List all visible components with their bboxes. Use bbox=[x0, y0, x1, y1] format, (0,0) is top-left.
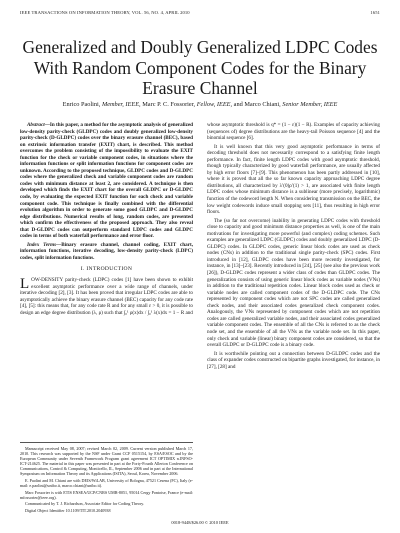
paper-title: Generalized and Doubly Generalized LDPC Codes With Random Component Codes for the Binary Erasure Channel bbox=[22, 37, 378, 98]
author-affiliation: Senior Member, IEEE bbox=[282, 101, 338, 108]
abstract bbox=[20, 122, 193, 240]
footnote: Digital Object Identifier 10.1109/TIT.2010.2040938 bbox=[25, 508, 111, 514]
body-paragraph: It is worthwhile pointing out a connection between D-GLDPC codes and the class of expander codes constructed on bipartite graphs investigated, for instance, in [27], [28] and bbox=[207, 350, 380, 370]
copyright-footer: 0018-9448/$26.00 © 2010 IEEE bbox=[171, 520, 229, 525]
body-paragraph: The (so far not overcome) inability in generating LDPC codes with threshold close to capacity and good minimum distance properties as well, is one of the main motivations for investigating more powerful (and complex) coding schemes. Such examples are generalized LDPC (GLDPC) codes and doubly generalized LDPC (D-GLDPC) codes. In GLDPC codes, generic linear block codes are used as check nodes (CNs) in addition to the traditional single parity-check (SPC) codes. First introduced in [12], GLDPC codes have been more recently investigated, for instance, in [13]–[23]. Recently introduced in [24], [25] (see also the previous work [26]), D-GLDPC codes represent a wider class of codes than GLDPC codes. The generalization consists of using generic linear block codes as variable nodes (VNs) in addition to the traditional repetition codes. Linear block codes used as check or variable nodes are called component codes of the D-GLDPC code. The CNs represented by component codes which are not SPC codes are called generalized check nodes, and their associated codes generalized check component codes. Analogously, the VNs represented by component codes which are not repetition codes are called generalized variable nodes, and their associated codes generalized variable component codes. The ensemble of all the CNs is referred to as the check node set, and the ensemble of all the VNs as the variable node set. In this paper, only check and variable (linear) binary component codes are considered, so that the overall GLDPC or D-GLDPC code is a binary code. bbox=[207, 217, 381, 349]
right-column bbox=[207, 122, 380, 372]
drop-cap: L bbox=[20, 276, 30, 293]
abstract-lead: Abstract— bbox=[27, 122, 50, 128]
journal-name: IEEE TRANSACTIONS ON INFORMATION THEORY, VOL. 56, NO. 4, APRIL 2010 bbox=[20, 10, 190, 15]
running-head bbox=[20, 10, 380, 15]
author-name: Marc P. C. Fossorier, bbox=[142, 101, 196, 108]
author-affiliation: Fellow, IEEE, bbox=[196, 101, 233, 108]
footnote: Communicated by T. J. Richardson, Associate Editor for Coding Theory. bbox=[25, 501, 145, 507]
body-paragraph: It is well known that this very good asymptotic performance in terms of decoding threshold does not necessarily correspond to a satisfying finite length performance. In fact, finite length LDPC codes with good asymptotic threshold, though typically characterized by good waterfall performance, are usually affected by high error floors [7]–[9]. This phenomenon has been partly addressed in [10], where it is proved that all the so far known capacity approaching LDPC degree distributions, all characterized by λ′(0)ρ′(1) > 1, are associated with finite length LDPC codes whose minimum distance is a sublinear (more precisely, logarithmic) function of the codeword length N. When considering transmission on the BEC, the low weight codewords induce small stopping sets [11], thus resulting in high error floors. bbox=[207, 143, 380, 216]
author-name: and Marco Chiani, bbox=[233, 101, 281, 108]
footnote: Marc Fossorier is with ETIS ENSEA/UCP/CNRS UMR-8051, 95014 Cergy Pontoise, France (e-mail: mfossorier@ieee.org). bbox=[20, 489, 193, 500]
footnote: Manuscript received May 08, 2007; revised March 02, 2009. Current version published March 17, 2010. This research was supported by the NSF under Grant CCF 0515154, by ESA/ESOC and by the European Community under Seventh Framework Program grant agreement ICT OPTIMIX n.INFSO-ICT-214625. The material in this paper was presented in part at the Forty-Fourth Allerton Conference on Communications, Control & Computing, Monticello, IL, September 2006 and in part at the International Symposium on Information Theory and its Applications (ISITA), Seoul, Korea, November 2006. bbox=[20, 446, 193, 477]
author-affiliation: Member, IEEE, bbox=[101, 101, 141, 108]
index-terms-lead: Index Terms— bbox=[27, 241, 62, 248]
footnote-block bbox=[20, 442, 193, 515]
index-terms bbox=[20, 242, 193, 262]
section-heading: I. INTRODUCTION bbox=[80, 266, 133, 273]
index-terms-text: Binary erasure channel, channel coding, EXIT chart, information functions, iterative decoding, low-density parity-check (LDPC) codes, split information functions. bbox=[20, 241, 193, 261]
page-number: 1651 bbox=[370, 10, 380, 15]
abstract-text: In this paper, a method for the asymptotic analysis of generalized low-density parity-check (GLDPC) codes and doubly generalized low-density parity-check (D-GLDPC) codes over the binary erasure channel (BEC), based on extrinsic information transfer (EXIT) chart, is described. This method overcomes the problem consisting of the impossibility to evaluate the EXIT function for the check or variable component codes, in situations where the information functions or split information functions for component codes are unknown. According to the proposed technique, GLDPC codes and D-GLDPC codes where the generalized check and variable component codes are random codes with minimum distance at least 2, are considered. A technique is then developed which finds the EXIT chart for the overall GLDPC or D-GLDPC code, by evaluating the expected EXIT function for each check and variable component code. This technique is finally combined with the differential evolution algorithm in order to generate some good GLDPC and D-GLDPC edge distributions. Numerical results of long, random codes, are presented which confirm the effectiveness of the proposed approach. They also reveal that D-GLDPC codes can outperform standard LDPC codes and GLDPC codes in terms of both waterfall performance and error floor. bbox=[20, 122, 193, 240]
author-line bbox=[20, 101, 380, 108]
left-column bbox=[20, 122, 193, 318]
author-name: Enrico Paolini, bbox=[62, 101, 101, 108]
footnote: E. Paolini and M. Chiani are with DEIS/WiLAB, University of Bologna, 47521 Cesena (FC), Italy (e-mail: e.paolini@unibo.it, marco.chiani@unibo.it). bbox=[20, 478, 193, 489]
intro-paragraph bbox=[20, 277, 193, 316]
intro-text: OW-DENSITY parity-check (LDPC) codes [1] have been shown to exhibit excellent asymptotic performance over a wide range of channels, under iterative decoding [2], [3]. It has been proved that irregular LDPC codes are able to asymptotically achieve the binary erasure channel (BEC) capacity for any code rate [4], [5]: this means that, for any code rate R and for any small ε > 0, it is possible to design an edge degree distribution (λ, ρ) such that ∫₀¹ ρ(x)dx / ∫₀¹ λ(x)dx = 1 − R and bbox=[20, 277, 193, 316]
body-paragraph: whose asymptotic threshold is q* = (1 − ε)(1 − R). Examples of capacity achieving (sequences of) degree distributions are the heavy-tail Poisson sequence [4] and the binomial sequence [6]. bbox=[207, 122, 380, 142]
